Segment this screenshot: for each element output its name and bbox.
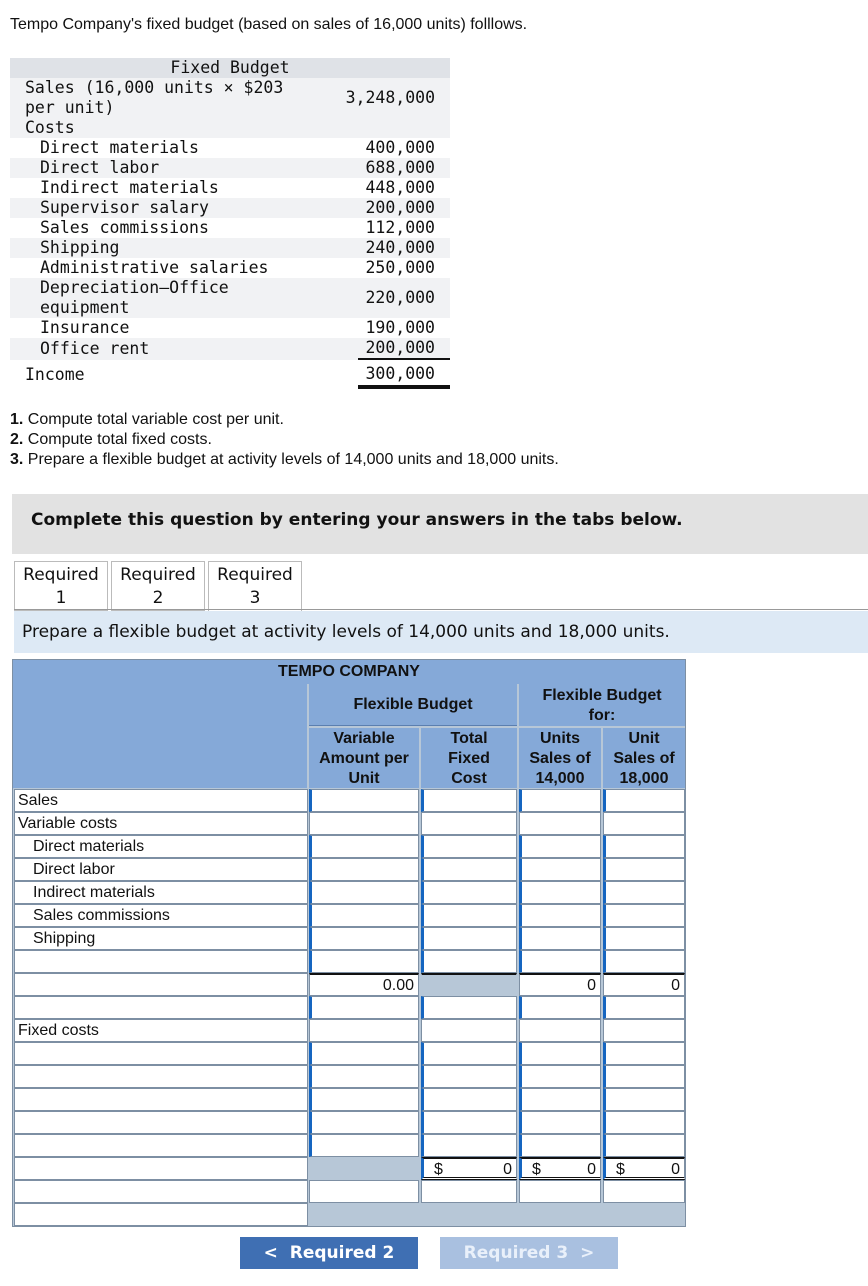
value-cell [421, 973, 517, 996]
value-cell[interactable] [603, 1157, 685, 1180]
value-cell [309, 973, 419, 996]
value-cell[interactable] [309, 927, 419, 950]
value-cell[interactable] [603, 1134, 685, 1157]
row-label-input[interactable] [14, 950, 308, 973]
value-cell[interactable] [309, 1042, 419, 1065]
value-cell[interactable] [603, 1042, 685, 1065]
value-cell[interactable] [519, 1042, 601, 1065]
value-cell[interactable] [309, 1157, 419, 1180]
row-label-fixed-costs: Fixed costs [14, 1019, 308, 1042]
row-label-input[interactable] [14, 1203, 308, 1226]
value-cell[interactable] [421, 1134, 517, 1157]
tab-required-2[interactable]: Required 2 [111, 561, 205, 611]
depreciation-row: Depreciation—Office equipment 220,000 [10, 278, 450, 318]
value-cell[interactable] [603, 881, 685, 904]
value-cell[interactable] [519, 950, 601, 973]
value-cell[interactable] [309, 858, 419, 881]
row-label-indirect-materials: Indirect materials [14, 881, 308, 904]
value-cell [603, 973, 685, 996]
value-cell[interactable] [309, 789, 419, 812]
value-cell[interactable] [519, 1088, 601, 1111]
row-label-sales-commissions: Sales commissions [14, 904, 308, 927]
total-fixed-cost: 0 [503, 1161, 512, 1178]
value-cell [603, 1180, 685, 1203]
col-18000-header: Unit Sales of 18,000 [603, 728, 685, 788]
value-cell [421, 812, 517, 835]
rent-row: Office rent 200,000 [10, 338, 450, 360]
costs-row: Costs [10, 118, 450, 138]
value-cell[interactable] [421, 996, 517, 1019]
value-cell[interactable] [421, 950, 517, 973]
total-variable-14000: 0 [587, 977, 596, 994]
value-cell[interactable] [603, 996, 685, 1019]
col-fixed-header: Total Fixed Cost [421, 728, 517, 788]
cost-row: Direct materials 400,000 [40, 138, 435, 157]
dollar-sign: $ [616, 1161, 625, 1178]
value-cell[interactable] [309, 950, 419, 973]
value-cell[interactable] [421, 1065, 517, 1088]
value-cell[interactable] [603, 835, 685, 858]
value-cell[interactable] [421, 904, 517, 927]
value-cell[interactable] [519, 1134, 601, 1157]
question-list: 1. Compute total variable cost per unit. 2. Compute total fixed costs. 3. Prepare a flexible budget at activity levels of 14,000 units and 18,000 units. [10, 411, 559, 468]
value-cell[interactable] [519, 1157, 601, 1180]
cost-row: Sales commissions 112,000 [40, 218, 435, 237]
subtotal-line [358, 358, 450, 360]
value-cell[interactable] [421, 789, 517, 812]
flexible-budget-header: Flexible Budget [309, 684, 517, 726]
value-cell[interactable] [421, 881, 517, 904]
row-label-direct-labor: Direct labor [14, 858, 308, 881]
row-label-sales: Sales [14, 789, 308, 812]
value-cell [309, 812, 419, 835]
value-cell[interactable] [519, 858, 601, 881]
sales-row: Sales (16,000 units × $203 per unit) 3,248,000 [10, 78, 450, 118]
cost-row: Shipping 240,000 [10, 238, 450, 258]
value-cell[interactable] [519, 904, 601, 927]
intro-text: Tempo Company's fixed budget (based on sales of 16,000 units) folllows. [10, 16, 528, 33]
value-cell[interactable] [603, 1088, 685, 1111]
value-cell[interactable] [519, 1111, 601, 1134]
value-cell[interactable] [309, 996, 419, 1019]
fixed-budget-heading: Fixed Budget [10, 58, 450, 78]
next-button[interactable]: Required 3 > [440, 1237, 618, 1269]
value-cell[interactable] [603, 950, 685, 973]
value-cell[interactable] [519, 927, 601, 950]
value-cell [519, 973, 601, 996]
prev-button[interactable]: < Required 2 [240, 1237, 418, 1269]
row-label-input[interactable] [14, 996, 308, 1019]
value-cell[interactable] [519, 1065, 601, 1088]
row-label-input[interactable] [14, 1065, 308, 1088]
value-cell[interactable] [603, 904, 685, 927]
value-cell [309, 1019, 419, 1042]
cost-row: Direct labor 688,000 [10, 158, 450, 178]
header-blank [13, 684, 307, 788]
value-cell[interactable] [421, 1111, 517, 1134]
value-cell[interactable] [519, 881, 601, 904]
value-cell[interactable] [309, 835, 419, 858]
total-14000: 0 [587, 1161, 596, 1178]
row-label-shipping: Shipping [14, 927, 308, 950]
flexible-budget-for-header: Flexible Budget for: [519, 684, 685, 726]
value-cell [519, 1180, 601, 1203]
income-row: Income 300,000 [25, 364, 435, 384]
col-14000-header: Units Sales of 14,000 [519, 728, 601, 788]
tab-required-1[interactable]: Required 1 [14, 561, 108, 611]
cost-row: Supervisor salary 200,000 [10, 198, 450, 218]
row-label-input[interactable] [14, 1180, 308, 1203]
row-label-input[interactable] [14, 1042, 308, 1065]
total-18000: 0 [671, 1161, 680, 1178]
value-cell[interactable] [519, 789, 601, 812]
value-cell [421, 1019, 517, 1042]
row-label-input[interactable] [14, 973, 308, 996]
dollar-sign: $ [532, 1161, 541, 1178]
flexible-budget-grid [12, 659, 686, 1227]
value-cell[interactable] [309, 1111, 419, 1134]
value-cell [421, 1180, 517, 1203]
value-cell[interactable] [421, 835, 517, 858]
value-cell[interactable] [421, 927, 517, 950]
row-label-input[interactable] [14, 1134, 308, 1157]
value-cell[interactable] [603, 858, 685, 881]
value-cell [309, 1180, 419, 1203]
value-cell[interactable] [421, 858, 517, 881]
insurance-row: Insurance 190,000 [40, 318, 435, 337]
cost-row: Administrative salaries 250,000 [40, 258, 435, 277]
total-variable-per-unit: 0.00 [382, 977, 414, 994]
tab-divider [14, 609, 868, 610]
value-cell[interactable] [309, 1065, 419, 1088]
value-cell[interactable] [519, 835, 601, 858]
value-cell [603, 812, 685, 835]
value-cell [519, 1019, 601, 1042]
tab-required-3[interactable]: Required 3 [208, 561, 302, 611]
value-cell[interactable] [603, 927, 685, 950]
row-label-input[interactable] [14, 1157, 308, 1180]
total-variable-18000: 0 [671, 977, 680, 994]
chevron-left-icon: < [263, 1243, 278, 1263]
total-double-line [358, 385, 450, 389]
row-label-direct-materials: Direct materials [14, 835, 308, 858]
col-variable-header: Variable Amount per Unit [309, 728, 419, 788]
cost-row: Indirect materials 448,000 [40, 178, 435, 197]
value-cell[interactable] [309, 904, 419, 927]
chevron-right-icon: > [580, 1243, 595, 1263]
company-header: TEMPO COMPANY [13, 660, 685, 684]
value-cell[interactable] [421, 1042, 517, 1065]
value-cell [603, 1019, 685, 1042]
row-label-input[interactable] [14, 1088, 308, 1111]
value-cell[interactable] [603, 789, 685, 812]
value-cell [519, 812, 601, 835]
instruction-bar: Prepare a flexible budget at activity levels of 14,000 units and 18,000 units. [14, 611, 868, 653]
value-cell[interactable] [421, 1157, 517, 1180]
value-cell[interactable] [421, 1088, 517, 1111]
value-cell[interactable] [309, 881, 419, 904]
value-cell[interactable] [309, 1134, 419, 1157]
value-cell[interactable] [603, 1111, 685, 1134]
row-label-variable-costs: Variable costs [14, 812, 308, 835]
value-cell[interactable] [519, 996, 601, 1019]
value-cell[interactable] [309, 1088, 419, 1111]
dollar-sign: $ [434, 1161, 443, 1178]
row-label-input[interactable] [14, 1111, 308, 1134]
instructions-banner: Complete this question by entering your answers in the tabs below. [12, 494, 868, 554]
value-cell[interactable] [603, 1065, 685, 1088]
